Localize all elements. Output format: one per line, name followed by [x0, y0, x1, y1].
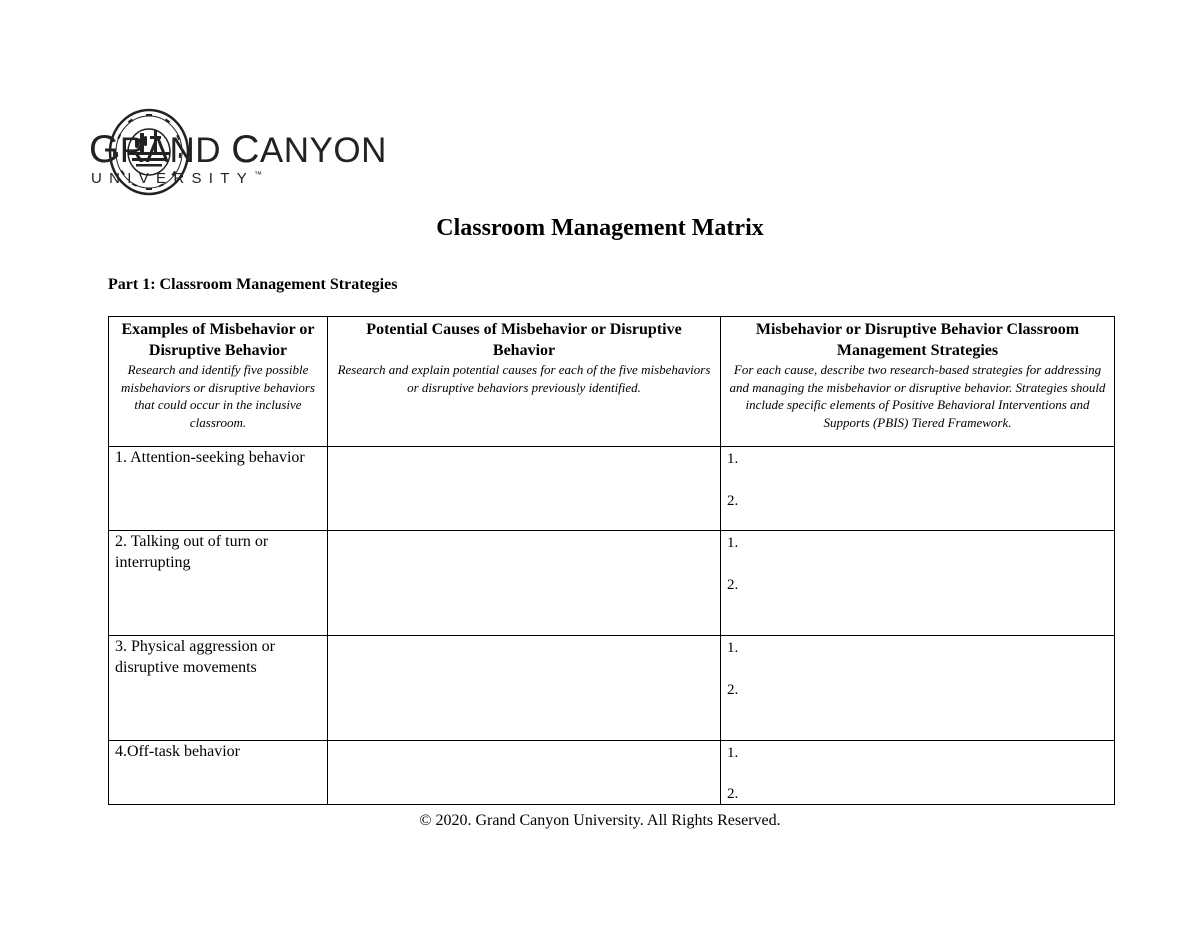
document-title: Classroom Management Matrix [436, 215, 764, 241]
header-title: Potential Causes of Misbehavior or Disruptive Behavior [366, 321, 682, 359]
header-title: Misbehavior or Disruptive Behavior Classroom Management Strategies [755, 321, 1080, 359]
strategy-1-label: 1. [727, 640, 739, 656]
table-row [109, 447, 1115, 531]
behavior-cell[interactable]: 3. Physical aggression or disruptive movements [109, 636, 328, 741]
copyright-footer: © 2020. Grand Canyon University. All Rights Reserved. [419, 812, 781, 829]
behavior-cell[interactable]: 4.Off-task behavior [109, 741, 328, 805]
logo-wordmark-rand: RAND [119, 131, 232, 170]
table-row [109, 636, 1115, 741]
strategy-cell[interactable] [721, 447, 1115, 531]
strategy-1-label: 1. [727, 745, 739, 761]
cause-cell[interactable] [328, 741, 721, 805]
strategy-2-label: 2. [727, 682, 739, 698]
logo-wordmark-anyon: ANYON [259, 131, 387, 170]
table-row [109, 531, 1115, 636]
header-examples [109, 317, 328, 447]
header-title: Examples of Misbehavior or Disruptive Behavior [121, 321, 315, 359]
strategy-cell[interactable] [721, 741, 1115, 805]
header-description: Research and explain potential causes for each of the five misbehaviors or disruptive behaviors previously identified. [337, 362, 711, 395]
behavior-cell[interactable]: 1. Attention-seeking behavior [109, 447, 328, 531]
trademark-symbol: ™ [254, 170, 263, 179]
strategy-cell[interactable] [721, 636, 1115, 741]
strategy-cell[interactable] [721, 531, 1115, 636]
strategy-1-label: 1. [727, 451, 739, 467]
header-strategies [721, 317, 1115, 447]
strategy-2-label: 2. [727, 577, 739, 593]
table-row [109, 741, 1115, 805]
header-causes [328, 317, 721, 447]
strategy-2-label: 2. [727, 493, 739, 509]
strategy-1-label: 1. [727, 535, 739, 551]
part-title: Part 1: Classroom Management Strategies [108, 276, 398, 293]
cause-cell[interactable] [328, 636, 721, 741]
behavior-cell[interactable]: 2. Talking out of turn or interrupting [109, 531, 328, 636]
logo-wordmark-line2 [91, 171, 262, 186]
table-header-row [109, 317, 1115, 447]
header-description: For each cause, describe two research-based strategies for addressing and managing the misbehavior or disruptive behavior. Strategies should include specific elements of Positive Behavioral Interventions and Supports (PBIS) Tiered Framework. [729, 362, 1106, 430]
cause-cell[interactable] [328, 531, 721, 636]
classroom-management-matrix-table [108, 316, 1115, 805]
logo-first-letter-c: C [231, 128, 260, 171]
header-description: Research and identify five possible misbehaviors or disruptive behaviors that could occur in the inclusive classroom. [121, 362, 315, 430]
logo-first-letter-g: G [89, 128, 120, 171]
logo-wordmark-university: UNIVERSITY [91, 170, 255, 187]
cause-cell[interactable] [328, 447, 721, 531]
strategy-2-label: 2. [727, 786, 739, 802]
logo-wordmark-line1 [89, 130, 387, 169]
